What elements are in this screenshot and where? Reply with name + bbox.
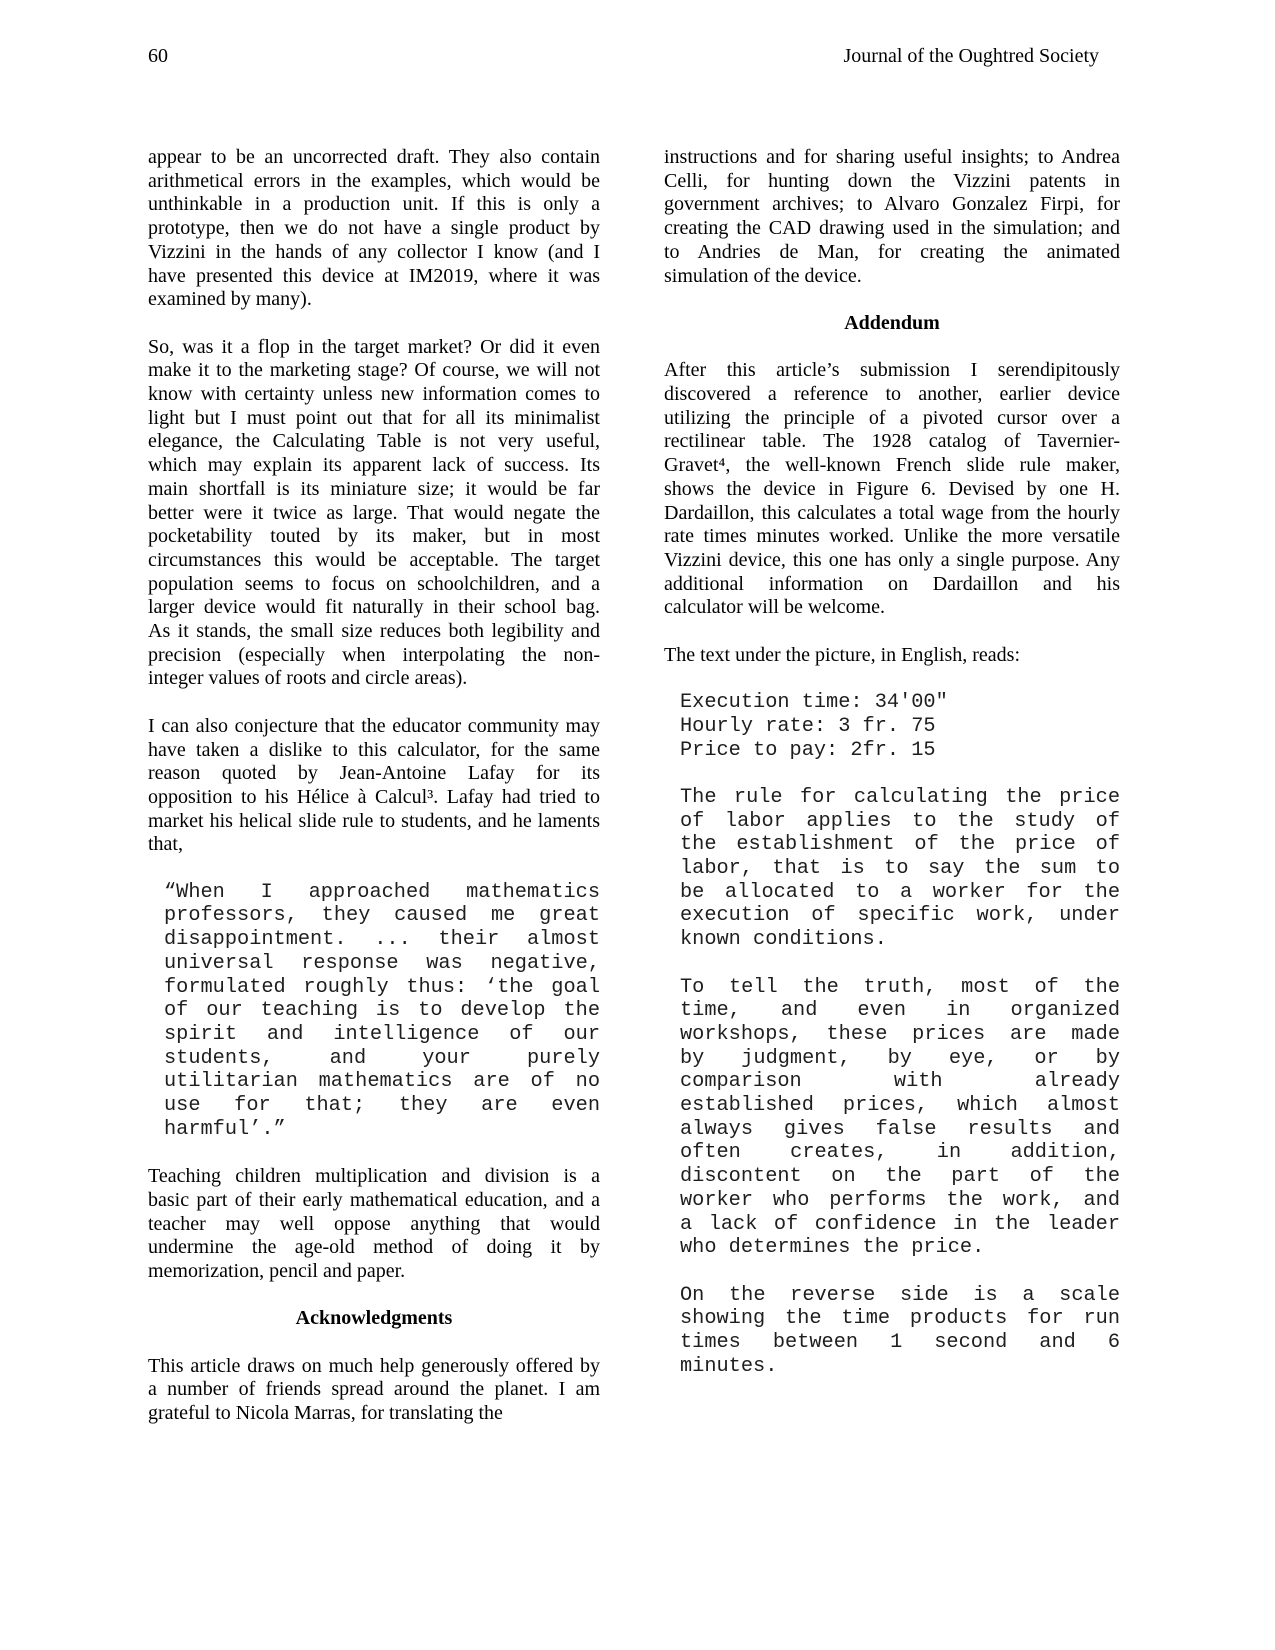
text-line: Execution time: 34'00" xyxy=(680,691,948,715)
text-line: calculator will be welcome. xyxy=(664,596,886,619)
text-line: Gravet⁴, the well-known French slide rule maker, xyxy=(664,454,1120,477)
text-line: unthinkable in a production unit. If this is only a xyxy=(148,193,600,216)
text-line: elegance, the Calculating Table is not very useful, xyxy=(148,430,600,453)
monospace-quote xyxy=(680,1284,1120,1379)
text-line: additional information on Dardaillon and his xyxy=(664,572,1120,595)
text-line: The text under the picture, in English, reads: xyxy=(664,643,1021,666)
text-line: Vizzini device, this one has only a single purpose. Any xyxy=(664,548,1120,571)
text-line: arithmetical errors in the examples, which would be xyxy=(148,169,600,192)
text-line: established prices, which almost xyxy=(680,1094,1120,1118)
text-line: examined by many). xyxy=(148,288,312,311)
text-line: of labor applies to the study of xyxy=(680,809,1120,833)
text-line: disappointment. ... their almost xyxy=(164,928,600,952)
text-line: labor, that is to say the sum to xyxy=(680,857,1120,881)
monospace-quote xyxy=(680,691,1120,762)
text-line: better were it twice as large. That would negate the xyxy=(148,501,600,524)
text-line: a lack of confidence in the leader xyxy=(680,1212,1120,1236)
text-line: discontent on the part of the xyxy=(680,1165,1120,1189)
text-line: which may explain its apparent lack of success. Its xyxy=(148,454,600,477)
paragraph xyxy=(148,336,600,692)
section-heading: Acknowledgments xyxy=(295,1307,453,1330)
text-line: Teaching children multiplication and division is a xyxy=(148,1165,600,1188)
text-line: rectilinear table. The 1928 catalog of Tavernier- xyxy=(664,430,1120,453)
text-line: main shortfall is its miniature size; it would be far xyxy=(148,477,600,500)
paragraph xyxy=(148,715,600,857)
text-line: to Andries de Man, for creating the animated xyxy=(664,240,1120,263)
text-line: workshops, these prices are made xyxy=(680,1022,1120,1046)
text-line: discovered a reference to another, earlier device xyxy=(664,383,1120,405)
text-line: execution of specific work, under xyxy=(680,904,1120,928)
text-line: instructions and for sharing useful insights; to Andrea xyxy=(664,146,1120,168)
text-line: Celli, for hunting down the Vizzini patents in xyxy=(664,169,1120,192)
text-line: always gives false results and xyxy=(680,1117,1120,1141)
text-line: know with certainty unless new information comes to xyxy=(148,383,600,406)
text-line: undermine the age-old method of doing it by xyxy=(148,1236,600,1259)
text-line: market his helical slide rule to students, and he laments xyxy=(148,809,600,832)
text-line: have taken a dislike to this calculator, for the same xyxy=(148,738,600,761)
text-line: by judgment, by eye, or by xyxy=(680,1046,1120,1070)
text-line: utilitarian mathematics are of no xyxy=(164,1070,600,1094)
monospace-quote xyxy=(164,881,600,1142)
text-line: This article draws on much help generously offered by xyxy=(148,1354,600,1377)
text-line: students, and your purely xyxy=(164,1046,600,1070)
right-column xyxy=(664,146,1120,1450)
text-line: be allocated to a worker for the xyxy=(680,880,1120,904)
text-line: integer values of roots and circle areas). xyxy=(148,667,468,690)
section-heading: Addendum xyxy=(844,311,940,334)
text-line: To tell the truth, most of the xyxy=(680,975,1120,999)
text-line: basic part of their early mathematical education, and a xyxy=(148,1188,600,1211)
text-line: teacher may well oppose anything that would xyxy=(148,1212,600,1235)
text-line: population seems to focus on schoolchildren, and a xyxy=(148,572,600,595)
text-line: As it stands, the small size reduces both legibility and xyxy=(148,620,600,643)
text-line: prototype, then we do not have a single product by xyxy=(148,217,600,240)
paragraph xyxy=(664,644,1120,668)
text-line: time, and even in organized xyxy=(680,999,1120,1023)
text-line: rate times minutes worked. Unlike the more versatile xyxy=(664,525,1120,548)
text-line: comparison with already xyxy=(680,1070,1120,1094)
text-line: government archives; to Alvaro Gonzalez Firpi, for xyxy=(664,193,1120,216)
text-line: The rule for calculating the price xyxy=(680,785,1120,809)
text-line: Price to pay: 2fr. 15 xyxy=(680,738,936,762)
text-line: use for that; they are even xyxy=(164,1094,600,1118)
text-line: memorization, pencil and paper. xyxy=(148,1259,406,1282)
text-line: who determines the price. xyxy=(680,1236,985,1260)
paragraph xyxy=(148,146,600,312)
text-line: pocketability touted by its maker, but in most xyxy=(148,525,600,548)
text-line: times between 1 second and 6 xyxy=(680,1331,1120,1355)
text-line: Vizzini in the hands of any collector I know (and I xyxy=(148,240,600,263)
text-line: I can also conjecture that the educator community may xyxy=(148,714,600,737)
text-line: circumstances this would be acceptable. The target xyxy=(148,548,600,571)
text-line: appear to be an uncorrected draft. They also contain xyxy=(148,146,600,168)
text-line: a number of friends spread around the planet. I am xyxy=(148,1378,600,1401)
text-line: that, xyxy=(148,833,183,856)
text-line: precision (especially when interpolating the non- xyxy=(148,643,600,666)
journal-title: Journal of the Oughtred Society xyxy=(843,45,1099,67)
paragraph xyxy=(148,1355,600,1426)
text-line: often creates, in addition, xyxy=(680,1141,1120,1165)
text-line: larger device would fit naturally in their school bag. xyxy=(148,596,600,619)
text-line: formulated roughly thus: ‘the goal xyxy=(164,975,600,999)
text-line: “When I approached mathematics xyxy=(164,880,600,904)
text-line: So, was it a flop in the target market? Or did it even xyxy=(148,335,600,358)
text-line: make it to the marketing stage? Of course, we will not xyxy=(148,359,600,382)
text-line: light but I must point out that for all its minimalist xyxy=(148,406,600,429)
text-line: Dardaillon, this calculates a total wage from the hourly xyxy=(664,501,1120,524)
text-line: known conditions. xyxy=(680,928,887,952)
text-line: of our teaching is to develop the xyxy=(164,999,600,1023)
text-line: minutes. xyxy=(680,1354,778,1378)
paragraph xyxy=(664,359,1120,620)
text-line: On the reverse side is a scale xyxy=(680,1283,1120,1307)
page-header xyxy=(148,45,1099,69)
monospace-quote xyxy=(680,976,1120,1260)
monospace-quote xyxy=(680,786,1120,952)
text-line: showing the time products for run xyxy=(680,1307,1120,1331)
text-line: have presented this device at IM2019, where it was xyxy=(148,264,600,287)
text-line: professors, they caused me great xyxy=(164,904,600,928)
text-line: grateful to Nicola Marras, for translating the xyxy=(148,1402,503,1425)
paragraph xyxy=(148,1165,600,1284)
text-line: Hourly rate: 3 fr. 75 xyxy=(680,714,936,738)
text-line: opposition to his Hélice à Calcul³. Lafay had tried to xyxy=(148,785,600,808)
text-line: After this article’s submission I serendipitously xyxy=(664,359,1120,382)
text-line: spirit and intelligence of our xyxy=(164,1022,600,1046)
text-line: harmful’.” xyxy=(164,1117,286,1141)
text-line: worker who performs the work, and xyxy=(680,1188,1120,1212)
text-line: creating the CAD drawing used in the simulation; and xyxy=(664,217,1120,240)
two-column-body xyxy=(148,146,1120,1450)
text-line: utilizing the principle of a pivoted cursor over a xyxy=(664,406,1120,429)
text-line: the establishment of the price of xyxy=(680,833,1120,857)
text-line: reason quoted by Jean-Antoine Lafay for its xyxy=(148,762,600,785)
text-line: universal response was negative, xyxy=(164,951,600,975)
left-column xyxy=(148,146,600,1450)
paragraph xyxy=(664,146,1120,288)
page-number: 60 xyxy=(148,45,168,67)
text-line: shows the device in Figure 6. Devised by one H. xyxy=(664,477,1120,500)
text-line: simulation of the device. xyxy=(664,264,862,287)
